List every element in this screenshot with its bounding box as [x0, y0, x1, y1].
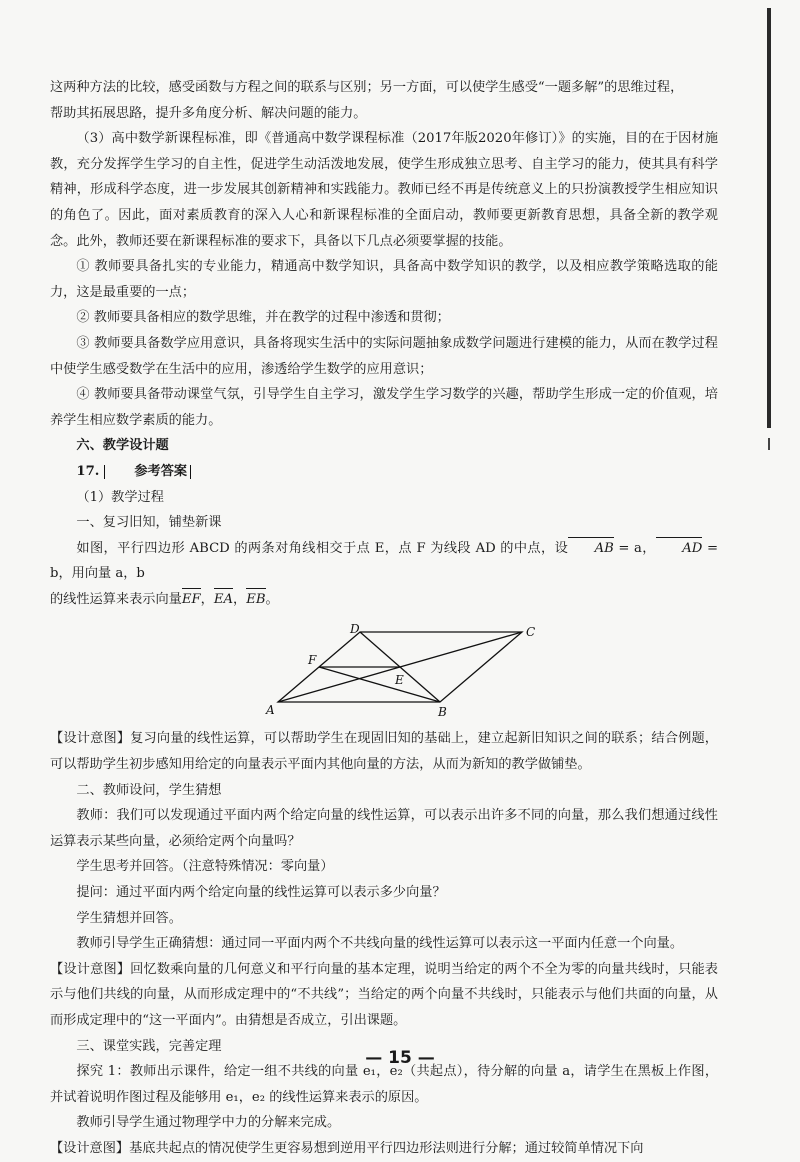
step-2-title: 二、教师设问，学生猜想	[76, 782, 222, 798]
design-intent-3: 【设计意图】基底共起点的情况使学生更容易想到逆用平行四边形法则进行分解；通过较简单情况下向	[50, 1140, 644, 1156]
eq-b: = b，用向量 a，b	[50, 540, 718, 582]
scan-edge-mark	[768, 438, 770, 450]
step-1-text-a: 如图，平行四边形 ABCD 的两条对角线相交于点 E，点 F 为线段 AD 的中点，设	[76, 540, 569, 556]
label-a: A	[266, 703, 275, 718]
label-b: B	[438, 705, 447, 719]
step-1-text-b: 的线性运算来表示向量	[50, 591, 182, 607]
vector-ea: EA	[214, 587, 233, 613]
point-3-paragraph: （3）高中数学新课程标准，即《普通高中数学课程标准（2017年版2020年修订）》的实施，目的在于因材施教，充分发挥学生学习的自主性，促进学生动活泼地发展，使学生形成独立思考、自主学习的能力，使其具有科学精神，形成科学态度，进一步发展其创新精神和实践能力。教师已经不再是传统意义上的只扮演教授学生相应知识的角色了。因此，面对素质教育的深入人心和新课程标准的全面启动，教师要更新教育思想，具备全新的教学观念。此外，教师还要在新课程标准的要求下，具备以下几点必须要掌握的技能。	[50, 131, 718, 249]
comma-2: ，	[233, 591, 247, 607]
eq-a: = a，	[613, 540, 656, 556]
skill-3: ③ 教师要具备数学应用意识，具备将现实生活中的实际问题抽象成数学问题进行建模的能力，从而在教学过程中使学生感受数学在生活中的应用，渗透给学生数学的应用意识；	[50, 335, 718, 377]
step-2-ask: 提问：通过平面内两个给定向量的线性运算可以表示多少向量？	[76, 885, 446, 901]
process-title: （1）教学过程	[76, 489, 164, 505]
label-f: F	[308, 653, 317, 668]
intro-line-1: 这两种方法的比较，感受函数与方程之间的联系与区别；另一方面，可以使学生感受“一题多解”的思维过程，	[50, 80, 684, 95]
section-6-heading: 六、教学设计题	[76, 438, 169, 454]
scan-edge-line	[767, 8, 771, 428]
vector-ad: AD	[656, 536, 703, 562]
parallelogram-diagram	[260, 624, 540, 718]
label-d: D	[350, 624, 360, 637]
question-number: 17.	[76, 463, 100, 479]
question-17-heading	[50, 459, 718, 485]
vector-ab: AB	[568, 536, 614, 562]
answer-label: 参考答案	[104, 465, 191, 479]
page-body	[50, 75, 718, 1162]
explore-1-guide: 教师引导学生通过物理学中力的分解来完成。	[76, 1115, 341, 1131]
vector-eb: EB	[246, 587, 265, 613]
label-c: C	[526, 625, 536, 640]
explore-1: 探究 1：教师出示课件，给定一组不共线的向量 e₁，e₂（共起点），待分解的向量 a，请学生在黑板上作图，并试着说明作图过程及能够用 e₁，e₂ 的线性运算来表示的原因。	[50, 1064, 718, 1105]
step-1-title: 一、复习旧知，铺垫新课	[76, 515, 222, 531]
step-2-student-1: 学生思考并回答。（注意特殊情况：零向量）	[76, 859, 334, 875]
vector-ef: EF	[182, 587, 201, 613]
skill-2: ② 教师要具备相应的数学思维，并在教学的过程中渗透和贯彻；	[76, 310, 450, 326]
parallelogram-figure	[50, 624, 718, 718]
comma-1: ，	[200, 591, 214, 607]
design-intent-1: 【设计意图】复习向量的线性运算，可以帮助学生在现固旧知的基础上，建立起新旧知识之间的联系；结合例题，可以帮助学生初步感知用给定的向量表示平面内其他向量的方法，从而为新知的教学做铺垫。	[50, 731, 718, 773]
skill-4: ④ 教师要具备带动课堂气氛，引导学生自主学习，激发学生学习数学的兴趣，帮助学生形成一定的价值观，培养学生相应数学素质的能力。	[50, 387, 718, 428]
step-2-teacher: 教师：我们可以发现通过平面内两个给定向量的线性运算，可以表示出许多不同的向量，那么我们想通过线性运算表示某些向量，必须给定两个向量吗？	[50, 808, 718, 849]
label-e: E	[395, 673, 404, 688]
intro-line-2: 帮助其拓展思路，提升多角度分析、解决问题的能力。	[50, 105, 367, 121]
step-1-text	[50, 536, 718, 587]
step-3-title: 三、课堂实践，完善定理	[76, 1038, 222, 1054]
page-number: — 15 —	[365, 1048, 435, 1068]
period-1: 。	[265, 591, 279, 607]
design-intent-2: 【设计意图】回忆数乘向量的几何意义和平行向量的基本定理，说明当给定的两个不全为零的向量共线时，只能表示与他们共线的向量，从而形成定理中的“不共线”；当给定的两个向量不共线时，只能表示与他们共面的向量，从而形成定理中的“这一平面内”。由猜想是否成立，引出课题。	[50, 961, 718, 1028]
step-2-student-2: 学生猜想并回答。	[76, 910, 182, 926]
step-2-guide: 教师引导学生正确猜想：通过同一平面内两个不共线向量的线性运算可以表示这一平面内任意一个向量。	[76, 936, 684, 952]
step-1-text-cont	[50, 587, 718, 613]
skill-1: ① 教师要具备扎实的专业能力，精通高中数学知识，具备高中数学知识的教学，以及相应教学策略选取的能力，这是最重要的一点；	[50, 259, 718, 300]
